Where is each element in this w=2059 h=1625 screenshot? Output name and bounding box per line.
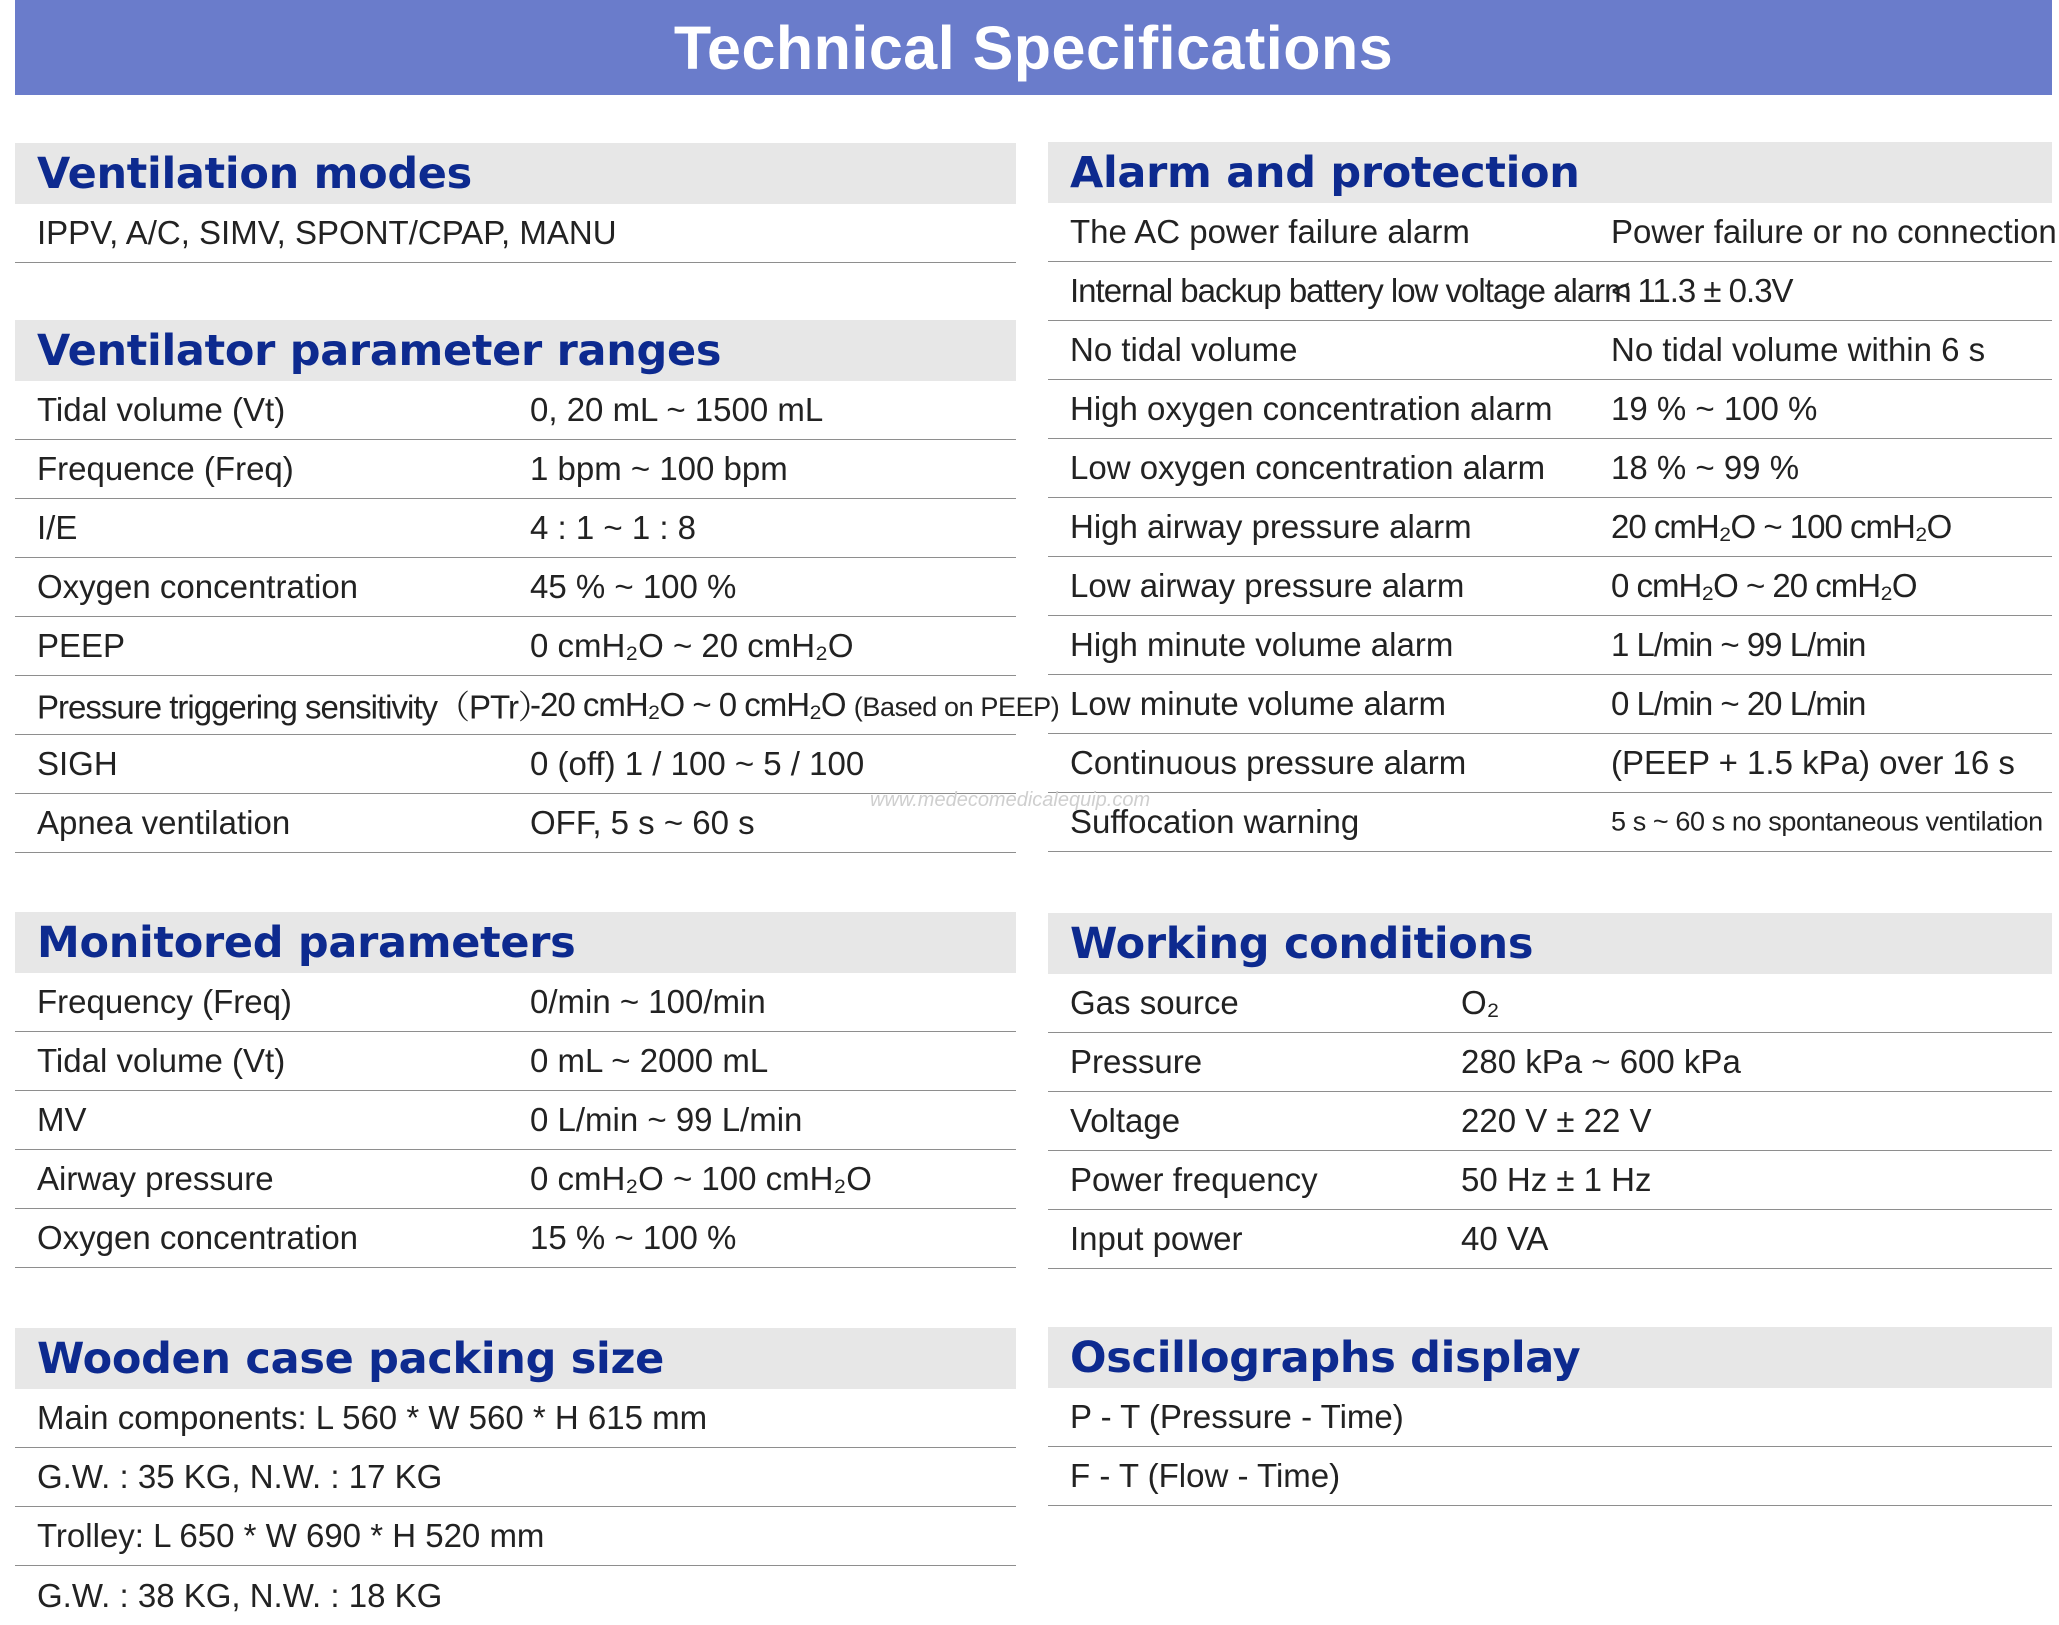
spec-label: PEEP [37, 627, 126, 664]
spec-value: 4 : 1 ~ 1 : 8 [530, 509, 697, 546]
spec-value: 5 s ~ 60 s no spontaneous ventilation [1611, 806, 2043, 837]
spec-label: Apnea ventilation [37, 804, 291, 841]
spec-value: 280 kPa ~ 600 kPa [1461, 1043, 1741, 1080]
spec-value-main: -20 cmH₂O ~ 0 cmH₂O [530, 686, 846, 723]
spec-value: 0, 20 mL ~ 1500 mL [530, 391, 824, 428]
spec-row [15, 1150, 1016, 1209]
spec-label: SIGH [37, 745, 118, 782]
spec-row [1048, 793, 2052, 852]
spec-label: Frequence (Freq) [37, 450, 294, 487]
spec-value: (PEEP + 1.5 kPa) over 16 s [1611, 744, 2015, 781]
spec-value: 18 % ~ 99 % [1611, 449, 1800, 486]
spec-value: 15 % ~ 100 % [530, 1219, 737, 1256]
spec-row [15, 1091, 1016, 1150]
spec-label: No tidal volume [1070, 331, 1298, 368]
spec-value: 1 bpm ~ 100 bpm [530, 450, 788, 487]
spec-row [1048, 203, 2057, 262]
spec-label: Low minute volume alarm [1070, 685, 1446, 722]
spec-label: MV [37, 1101, 87, 1138]
spec-value: < 11.3 ± 0.3V [1611, 272, 1793, 309]
spec-value: 220 V ± 22 V [1461, 1102, 1652, 1139]
page-title: Technical Specifications [15, 0, 2052, 95]
spec-row [15, 558, 1016, 617]
spec-row [1048, 1151, 2052, 1210]
spec-value: O₂ [1461, 984, 1500, 1021]
section-heading: Alarm and protection [1048, 142, 2052, 203]
working-conditions-section [1048, 913, 2052, 1269]
spec-row [15, 1209, 1016, 1268]
spec-value: 0 (off) 1 / 100 ~ 5 / 100 [530, 745, 865, 782]
spec-row [1048, 974, 2052, 1033]
spec-label: Input power [1070, 1220, 1243, 1257]
spec-row [15, 1032, 1016, 1091]
section-heading: Oscillographs display [1048, 1327, 2052, 1388]
spec-label: Pressure [1070, 1043, 1203, 1080]
spec-row [1048, 557, 2052, 616]
packing-text: G.W. : 38 KG, N.W. : 18 KG [37, 1576, 443, 1614]
spec-row [15, 973, 1016, 1032]
spec-value: 0/min ~ 100/min [530, 983, 766, 1020]
spec-row [15, 499, 1016, 558]
spec-row [15, 794, 1016, 853]
oscillograph-text: F - T (Flow - Time) [1070, 1457, 1341, 1494]
parameter-ranges-section [15, 320, 1060, 853]
spec-row [1048, 1033, 2052, 1092]
spec-label: Tidal volume (Vt) [37, 1042, 286, 1079]
watermark: www.medecomedicalequip.com [870, 789, 1151, 811]
spec-row [1048, 498, 2052, 557]
spec-row [15, 440, 1016, 499]
spec-label: Internal backup battery low voltage alarm [1070, 272, 1631, 309]
packing-line [15, 1448, 1016, 1507]
spec-row [1048, 439, 2052, 498]
spec-label: Oxygen concentration [37, 568, 359, 605]
ventilation-modes-row [15, 204, 1016, 263]
spec-value: 20 cmH₂O ~ 100 cmH₂O [1611, 508, 1952, 545]
spec-value: 0 cmH₂O ~ 100 cmH₂O [530, 1160, 872, 1197]
spec-row [15, 617, 1016, 676]
spec-label: Power frequency [1070, 1161, 1318, 1198]
spec-value-note: (Based on PEEP) [853, 692, 1060, 722]
packing-line [15, 1566, 1016, 1625]
section-heading: Working conditions [1048, 913, 2052, 974]
ventilation-modes-section [15, 143, 1016, 263]
spec-value: 0 cmH₂O ~ 20 cmH₂O [530, 627, 854, 664]
spec-row [15, 676, 1060, 735]
packing-text: Main components: L 560 * W 560 * H 615 mm [37, 1399, 708, 1436]
spec-value: Power failure or no connection [1611, 213, 2057, 250]
spec-value: No tidal volume within 6 s [1611, 331, 1986, 368]
spec-label: Low airway pressure alarm [1070, 567, 1465, 604]
spec-value: 0 mL ~ 2000 mL [530, 1042, 769, 1079]
section-heading: Wooden case packing size [15, 1328, 1016, 1389]
spec-label: Suffocation warning [1070, 803, 1360, 840]
section-heading: Ventilator parameter ranges [15, 320, 1016, 381]
spec-row [1048, 321, 2052, 380]
spec-label: Low oxygen concentration alarm [1070, 449, 1546, 486]
spec-value: 0 cmH₂O ~ 20 cmH₂O [1611, 567, 1917, 604]
section-heading: Monitored parameters [15, 912, 1016, 973]
monitored-parameters-section [15, 912, 1016, 1268]
spec-value: 0 L/min ~ 20 L/min [1611, 685, 1866, 722]
spec-label: The AC power failure alarm [1070, 213, 1470, 250]
spec-value [530, 686, 1059, 724]
spec-value: 19 % ~ 100 % [1611, 390, 1818, 427]
spec-label: Frequency (Freq) [37, 983, 292, 1020]
ventilation-modes-text: IPPV, A/C, SIMV, SPONT/CPAP, MANU [37, 214, 617, 251]
spec-row [15, 735, 1016, 794]
spec-value: 40 VA [1461, 1220, 1549, 1257]
packing-text: Trolley: L 650 * W 690 * H 520 mm [37, 1517, 545, 1554]
spec-row [1048, 1210, 2052, 1269]
spec-label: Airway pressure [37, 1160, 274, 1197]
spec-label: Oxygen concentration [37, 1219, 359, 1256]
section-heading: Ventilation modes [15, 143, 1016, 204]
spec-value: 1 L/min ~ 99 L/min [1611, 626, 1866, 663]
spec-label: Tidal volume (Vt) [37, 391, 286, 428]
spec-label: Pressure triggering sensitivity（PTr） [37, 688, 550, 726]
packing-size-section [15, 1328, 1016, 1625]
alarm-protection-section [1048, 142, 2057, 852]
spec-row [1048, 380, 2052, 439]
spec-row [15, 381, 1016, 440]
oscillographs-section [1048, 1327, 2052, 1506]
oscillograph-text: P - T (Pressure - Time) [1070, 1398, 1404, 1435]
spec-row [1048, 1092, 2052, 1151]
spec-row [1048, 675, 2052, 734]
spec-label: High minute volume alarm [1070, 626, 1454, 663]
spec-label: Gas source [1070, 984, 1239, 1021]
spec-row [1048, 616, 2052, 675]
spec-value: 0 L/min ~ 99 L/min [530, 1101, 803, 1138]
spec-value: 50 Hz ± 1 Hz [1461, 1161, 1652, 1198]
spec-label: High airway pressure alarm [1070, 508, 1472, 545]
spec-row [1048, 262, 2052, 321]
oscillograph-line [1048, 1447, 2052, 1506]
spec-value: OFF, 5 s ~ 60 s [530, 804, 755, 841]
spec-label: Continuous pressure alarm [1070, 744, 1467, 781]
packing-line [15, 1507, 1016, 1566]
spec-row [1048, 734, 2052, 793]
spec-value: 45 % ~ 100 % [530, 568, 737, 605]
oscillograph-line [1048, 1388, 2052, 1447]
spec-label: I/E [37, 509, 78, 546]
packing-line [15, 1389, 1016, 1448]
packing-text: G.W. : 35 KG, N.W. : 17 KG [37, 1458, 443, 1495]
spec-label: Voltage [1070, 1102, 1181, 1139]
spec-label: High oxygen concentration alarm [1070, 390, 1553, 427]
